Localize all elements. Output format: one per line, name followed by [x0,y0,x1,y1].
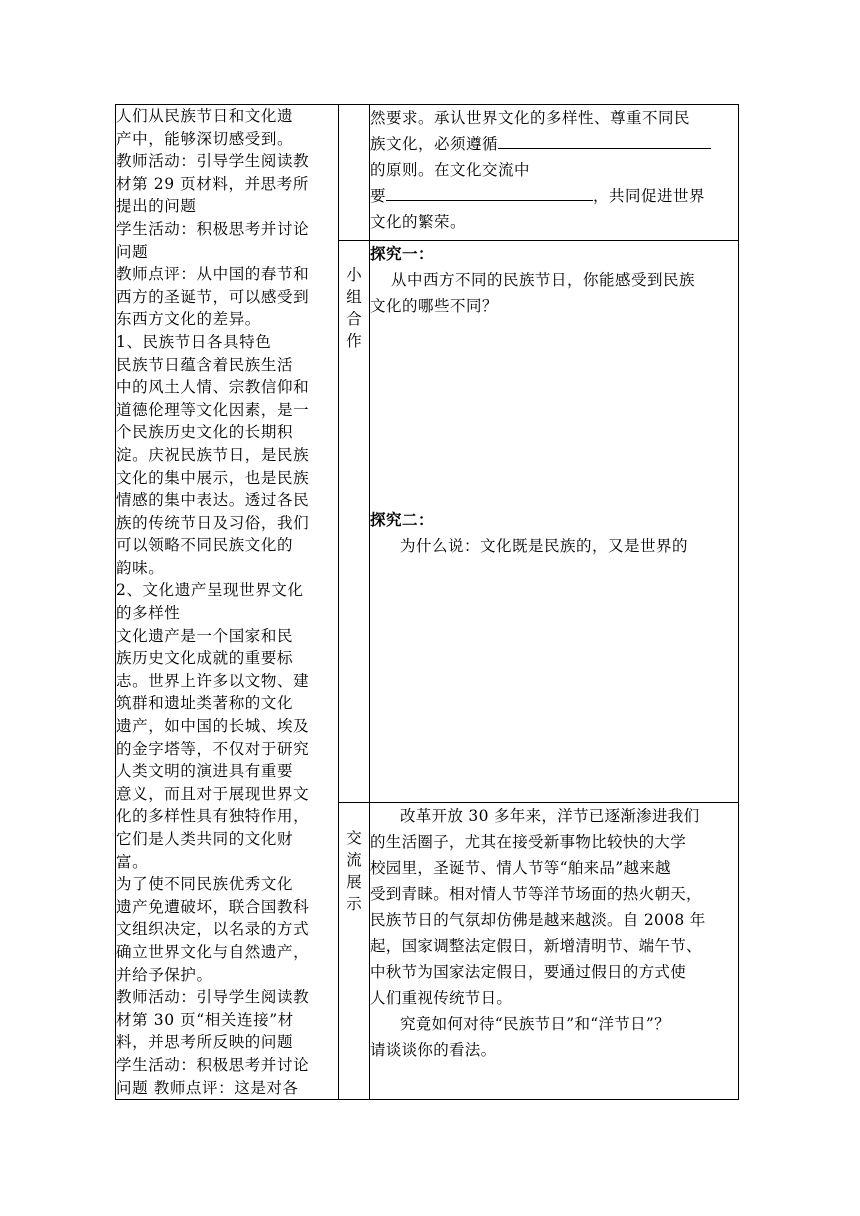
teaching-text-line: 意义，而且对于展现世界文 [116,784,310,803]
exchange-question: 究竟如何对待“民族节日”和“洋节日”？ [400,1015,670,1034]
explore-one-question-line-1: 从中西方不同的民族节日，你能感受到民族 [391,271,696,290]
exchange-display-label-cell [339,803,370,1100]
teaching-text-line: 化的多样性具有独特作用， [116,807,310,826]
fill-blank-1[interactable] [498,131,711,149]
teaching-text-line: 志。世界上许多以文物、建 [116,671,310,690]
exchange-display-cell [370,803,739,1100]
teaching-text-line: 的金字塔等，不仅对于研究 [116,739,310,758]
cultural-principle-cell [370,105,739,241]
explore-two-question: 为什么说：文化既是民族的，又是世界的 [400,537,689,556]
teaching-text-line: 2、文化遗产呈现世界文化 [116,581,304,600]
explore-one-title: 探究一： [370,244,435,264]
teaching-text-line: 可以领略不同民族文化的 [116,536,294,555]
label-char: 交 [346,829,362,848]
teaching-text-line: 材第 30 页“相关连接”材 [116,1010,294,1029]
case-text-line: 的生活圈子，尤其在接受新事物比较快的大学 [370,833,687,852]
teaching-text-line: 确立世界文化与自然遗产， [116,942,310,961]
teaching-text-line: 材第 29 页材料，并思考所 [116,174,309,193]
teaching-text-line: 富。 [116,852,149,871]
teaching-text-line: 文组织决定，以名录的方式 [116,920,310,939]
teaching-text-line: 情感的集中表达。透过各民 [116,491,310,510]
fill-blank-2[interactable] [386,183,593,201]
teaching-text-line: 道德伦理等文化因素，是一 [116,400,310,419]
label-char: 小 [346,266,362,285]
teaching-text-line: 提出的问题 [116,197,197,216]
case-text-line: 民族节日的气氛却仿佛是越来越淡。自 2008 年 [370,911,706,930]
empty-label-cell [339,105,370,241]
exchange-case-text [370,803,738,1011]
teaching-text-line: 学生活动：积极思考并讨论 [116,219,310,238]
principle-line-3: 的原则。在文化交流中 [370,161,531,179]
label-char: 合 [346,310,362,329]
label-char: 作 [346,332,362,351]
teaching-text-line: 遗产免遭破坏，联合国教科 [116,897,310,916]
case-text-line: 受到青睐。相对情人节等洋节场面的热火朝天， [370,885,702,904]
teaching-process-cell [116,105,339,1100]
teaching-text-line: 料，并思考所反映的问题 [116,1033,294,1052]
case-text-line: 校园里，圣诞节、情人节等“舶来品”越来越 [370,859,671,878]
case-text-line: 中秋节为国家法定假日，要通过假日的方式使 [370,963,687,982]
label-char: 组 [346,288,362,307]
answer-space-1 [370,319,738,507]
teaching-text-line: 人类文明的演进具有重要 [116,762,294,781]
teaching-text-line: 的多样性 [116,604,181,623]
exchange-question-end: 请谈谈你的看法。 [370,1041,497,1060]
label-char: 示 [346,895,362,914]
teaching-text-line: 并给予保护。 [116,965,213,984]
teaching-text-line: 人们从民族节日和文化遗 [116,107,294,125]
explore-two-title: 探究二： [370,510,435,530]
principle-line-2: 族文化，必须遵循 [370,131,738,157]
teaching-text-line: 它们是人类共同的文化财 [116,830,294,848]
teaching-text-line: 筑群和遗址类著称的文化 [116,694,294,713]
teaching-text-line: 西方的圣诞节，可以感受到 [116,287,310,306]
teaching-text-line: 教师活动：引导学生阅读教 [116,988,310,1007]
teaching-text-line: 族历史文化成就的重要标 [116,649,294,668]
label-char: 流 [346,851,362,870]
teaching-text-line: 东西方文化的差异。 [116,310,261,329]
teaching-text-line: 韵味。 [116,558,165,577]
principle-line-1: 然要求。承认世界文化的多样性、尊重不同民 [370,109,691,127]
principle-line-5: 文化的繁荣。 [370,213,467,231]
teaching-text-line: 问题 教师点评：这是对各 [116,1078,299,1097]
teaching-text-line: 个民族历史文化的长期积 [116,423,294,442]
teaching-text-line: 文化的集中展示，也是民族 [116,468,310,487]
group-cooperation-cell [370,241,739,803]
group-cooperation-label-cell [339,241,370,803]
teaching-text-line: 民族节日蕴含着民族生活 [116,355,294,374]
exchange-display-label [339,803,369,915]
explore-one-question-line-2: 文化的哪些不同？ [370,297,499,316]
teaching-text-line: 教师活动：引导学生阅读教 [116,152,310,171]
teaching-text-line: 1、民族节日各具特色 [116,332,272,351]
teaching-text-line: 学生活动：积极思考并讨论 [116,1055,310,1074]
teaching-text-line: 遗产，如中国的长城、埃及 [116,717,310,736]
case-text-line: 起，国家调整法定假日，新增清明节、端午节、 [370,937,702,956]
case-text-line: 人们重视传统节日。 [370,989,513,1008]
group-cooperation-label [339,241,369,352]
teaching-text-line: 为了使不同民族优秀文化 [116,875,294,894]
case-text-line: 改革开放 30 多年来，洋节已逐渐渗进我们 [400,807,700,826]
teaching-text-line: 中的风土人情、宗教信仰和 [116,378,310,397]
principle-line-4: 要 ，共同促进世界 [370,183,738,209]
label-char: 展 [346,873,362,892]
teaching-text-line: 产中，能够深切感受到。 [116,129,294,148]
teaching-text-line: 教师点评：从中国的春节和 [116,265,310,284]
teaching-text-line: 淀。庆祝民族节日，是民族 [116,445,310,464]
teaching-text-line: 族的传统节日及习俗，我们 [116,513,310,532]
teaching-text-line: 文化遗产是一个国家和民 [116,626,294,645]
teaching-text-line: 问题 [116,242,149,261]
teaching-process-text [116,105,338,1099]
lesson-plan-table [115,104,739,1100]
